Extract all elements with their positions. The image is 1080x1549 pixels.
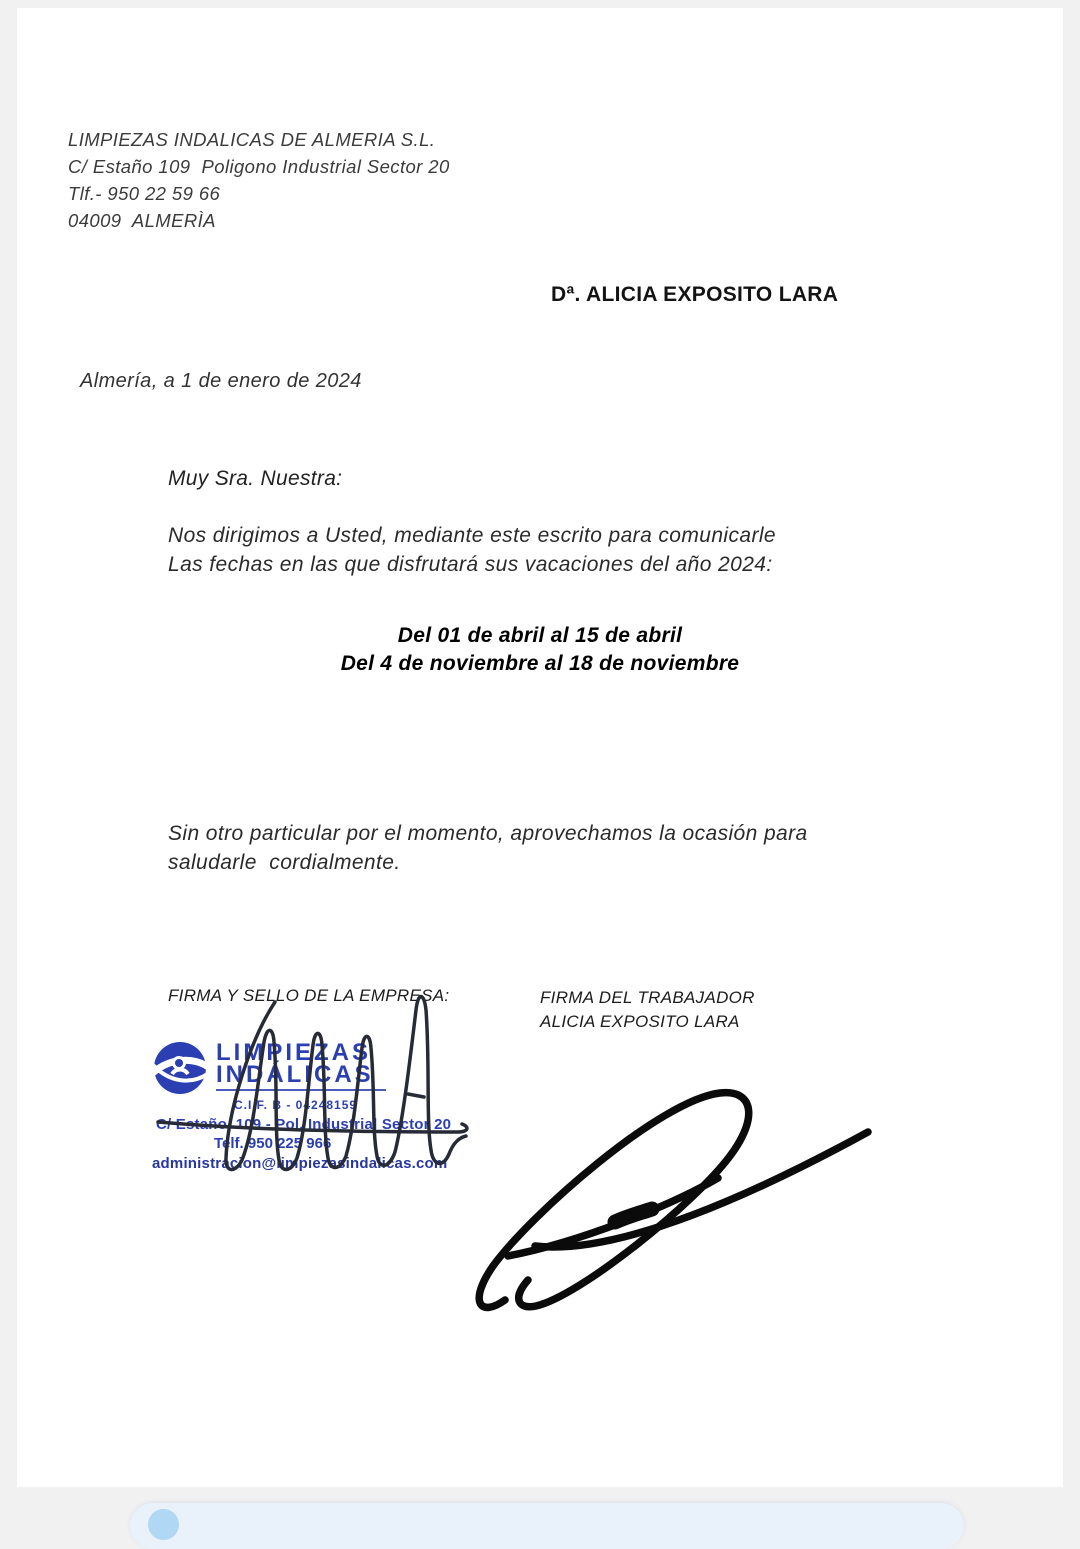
worker-signature-label-line1: FIRMA DEL TRABAJADOR bbox=[540, 988, 755, 1007]
sender-phone: Tlf.- 950 22 59 66 bbox=[68, 183, 221, 204]
worker-signature-label-line2: ALICIA EXPOSITO LARA bbox=[540, 1012, 740, 1031]
date-line: Almería, a 1 de enero de 2024 bbox=[80, 370, 362, 392]
vacation-period-2: Del 4 de noviembre al 18 de noviembre bbox=[340, 652, 740, 675]
company-signature-ink bbox=[140, 980, 480, 1190]
closing-line-2: saludarle cordialmente. bbox=[168, 851, 401, 874]
company-signature-label: FIRMA Y SELLO DE LA EMPRESA: bbox=[168, 986, 450, 1005]
sender-company: LIMPIEZAS INDALICAS DE ALMERIA S.L. bbox=[68, 129, 436, 150]
stamp-address: C/ Estaño, 109 - Pol. Industrial Sector 20 bbox=[156, 1116, 452, 1133]
vacation-dates bbox=[0, 622, 1080, 678]
sender-street: C/ Estaño 109 Poligono Industrial Sector 20 bbox=[68, 156, 450, 177]
closing-paragraph bbox=[168, 819, 808, 877]
worker-signature-ink bbox=[460, 1070, 900, 1320]
stamp-cif: C.I.F. B - 04248159 bbox=[234, 1098, 358, 1112]
stamp-brand-line1: LIMPIEZAS bbox=[216, 1039, 372, 1066]
body-line-1: Nos dirigimos a Usted, mediante este escrito para comunicarle bbox=[168, 524, 776, 547]
body-line-2: Las fechas en las que disfrutará sus vacaciones del año 2024: bbox=[168, 553, 773, 576]
stamp-brand-line2: INDÁLICAS bbox=[216, 1061, 374, 1088]
closing-line-1: Sin otro particular por el momento, aprovechamos la ocasión para bbox=[168, 822, 808, 845]
stamp-email: administracion@limpiezasindalicas.com bbox=[152, 1155, 448, 1172]
assistant-avatar-dot bbox=[148, 1509, 179, 1540]
stamp-phone: Telf. 950 225 966 bbox=[214, 1135, 332, 1152]
body-paragraph bbox=[168, 521, 776, 579]
sender-city: 04009 ALMERÌA bbox=[68, 210, 216, 231]
vacation-period-1: Del 01 de abril al 15 de abril bbox=[397, 624, 683, 647]
salutation: Muy Sra. Nuestra: bbox=[168, 467, 343, 490]
sender-address-block bbox=[68, 126, 450, 234]
assistant-toast-bubble[interactable] bbox=[130, 1503, 964, 1549]
worker-signature-label bbox=[540, 986, 755, 1034]
recipient-name: Dª. ALICIA EXPOSITO LARA bbox=[551, 283, 839, 306]
